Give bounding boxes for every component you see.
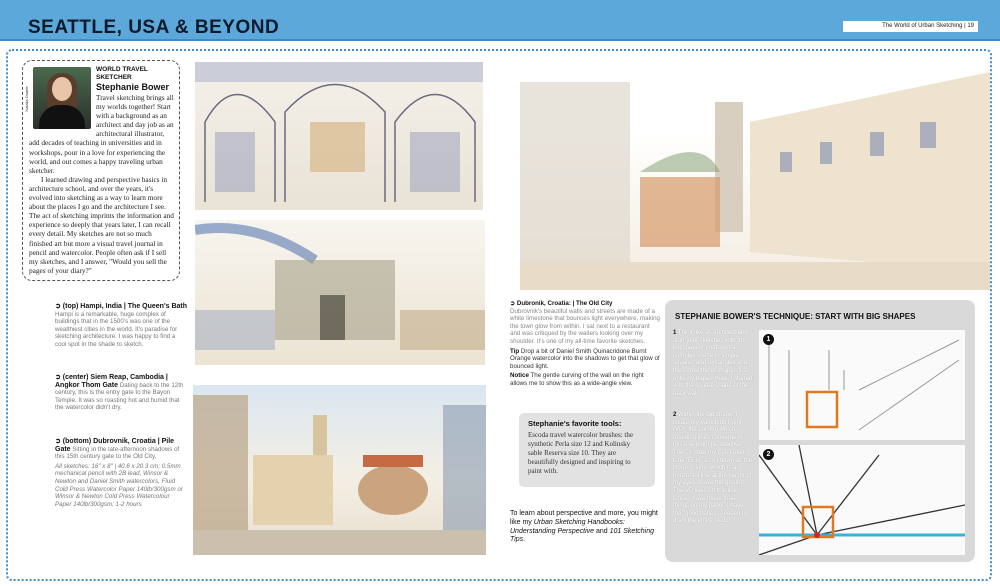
page-header: [0, 0, 1000, 41]
step-number-2: 2: [763, 449, 774, 460]
sketch-specs: All sketches: 16" x 8" | 40.6 x 20.3 cm; 0.5mm mechanical pencil with 2B lead, Winsor & Newton and Daniel Smith watercolors, Fluid Cold Press Watercolor Paper 140lb/300gsm or Winsor & Newton Cold Press Watercolour Paper 140lb/300gsm; 1-2 hours: [55, 462, 183, 508]
bio-box: [22, 60, 180, 281]
technique-box: [665, 300, 975, 562]
bio-paragraph: I learned drawing and perspective basics in architecture school, and over the years, it's evolved into sketching as a way to learn more about the places I go and the architecture I see. The act of sketching imprints the information and experience so deeply that years later, I can recall every detail. My sketches are not so much finished art but more a visual travel journal in pencil and watercolor. People often ask if I sell my sketches, and I answer, "Would you sell the pages of your diary?": [29, 174, 174, 275]
step-1-sketch: [759, 330, 965, 440]
page-title: SEATTLE, USA & BEYOND: [28, 17, 280, 38]
photo-credit: Natalia Duarte: [23, 86, 29, 112]
sketch-hampi-queens-bath: [195, 62, 483, 210]
step-number-1: 1: [763, 334, 774, 345]
technique-step-2: 2 Within the big shape, I locate my Vanishing Point (VP), the point to which receding lines converge in this one-point perspective. Then, I draw my Eye Level Line (ELL), also known as the Horizon Line, which is a horizontal line at the height of my eyes above the ground. The VP lives on this line. Once I have those three things on my paper, I have the "good bones" needed to draw the entire sketch.: [673, 412, 753, 525]
sketch-pile-gate: [193, 385, 486, 555]
caption-center: ➲ (center) Siem Reap, Cambodia | Angkor Thom Gate Dating back to the 12th century, this is the entry gate to the Bayon Temple. It was so roasting hot and humid that the watercolor didn't dry.: [55, 374, 184, 412]
sketch-angkor-thom-gate: [195, 220, 485, 365]
running-head: The World of Urban Sketching | 19: [843, 21, 978, 32]
technique-step-1: 1 Think like an architect and start your sketches with the big shapes! I reduce the complex scene to simple squares and rectangles and then draw those shapes first onto my paper. Here, I started with the square shape of the back wall.: [673, 330, 753, 397]
caption-bottom: ➲ (bottom) Dubrovnik, Croatia | Pile Gate Sitting in the late-afternoon shadows of this 15th century gate to the Old City. All sketches: 16" x 8" | 40.6 x 20.3 cm; 0.5mm mechanical pencil with 2B lead, Winsor & Newton and Daniel Smith watercolors, Fluid Cold Press Watercolor Paper 140lb/300gsm or Winsor & Newton Cold Press Watercolour Paper 140lb/300gsm; 1-2 hours: [55, 438, 187, 508]
favorite-tools-box: Stephanie's favorite tools: Escoda travel watercolor brushes: the synthetic Perla size 12 and Kolinsky sable Reserva size 10. They are beautifully designed and inspiring to paint with.: [519, 413, 655, 487]
caption-top: ➲ (top) Hampi, India | The Queen's Bath Hampi is a remarkable, huge complex of buildings that in the 1500's was one of the wealthiest cities in the world. It's paradise for sketching architecture. I was happy to find a cool spot in the shade to sketch.: [55, 303, 187, 348]
learn-more-text: To learn about perspective and more, you might like my Urban Sketching Handbooks: Understanding Perspective and 101 Sketching Tips.: [510, 510, 658, 544]
old-city-caption: ➲ Dubronik, Croatia: | The Old City Dubrovnik's beautiful walls and streets are made of a white limestone that bounces light everywhere, making the town glow from within. I sat next to a restaurant and was critiqued by the waiters looking over my shoulder. It's one of my all-time favorite sketches. Tip Drop a bit of Daniel Smith Quinacridone Burnt Orange watercolor into the shadows to get that glow of bounced light. Notice The gentle curving of the wall on the right allows me to show this as a wide-angle view.: [510, 300, 660, 387]
bio-paragraph: Travel sketching brings all my worlds together! Start with a background as an architect and day job as an architectural illustrator, add decades of teaching in universities and in workshops, pour in a love for experiencing the world, and out comes a happy traveling urban sketcher.: [29, 93, 174, 175]
bio-kicker: WORLD TRAVEL SKETCHER: [96, 66, 148, 81]
bio-name: Stephanie Bower: [96, 82, 170, 92]
author-photo: [33, 67, 91, 129]
sketch-dubrovnik-old-city: [520, 62, 990, 290]
step-2-sketch: [759, 445, 965, 555]
technique-title: STEPHANIE BOWER'S TECHNIQUE: START WITH BIG SHAPES: [675, 312, 916, 321]
